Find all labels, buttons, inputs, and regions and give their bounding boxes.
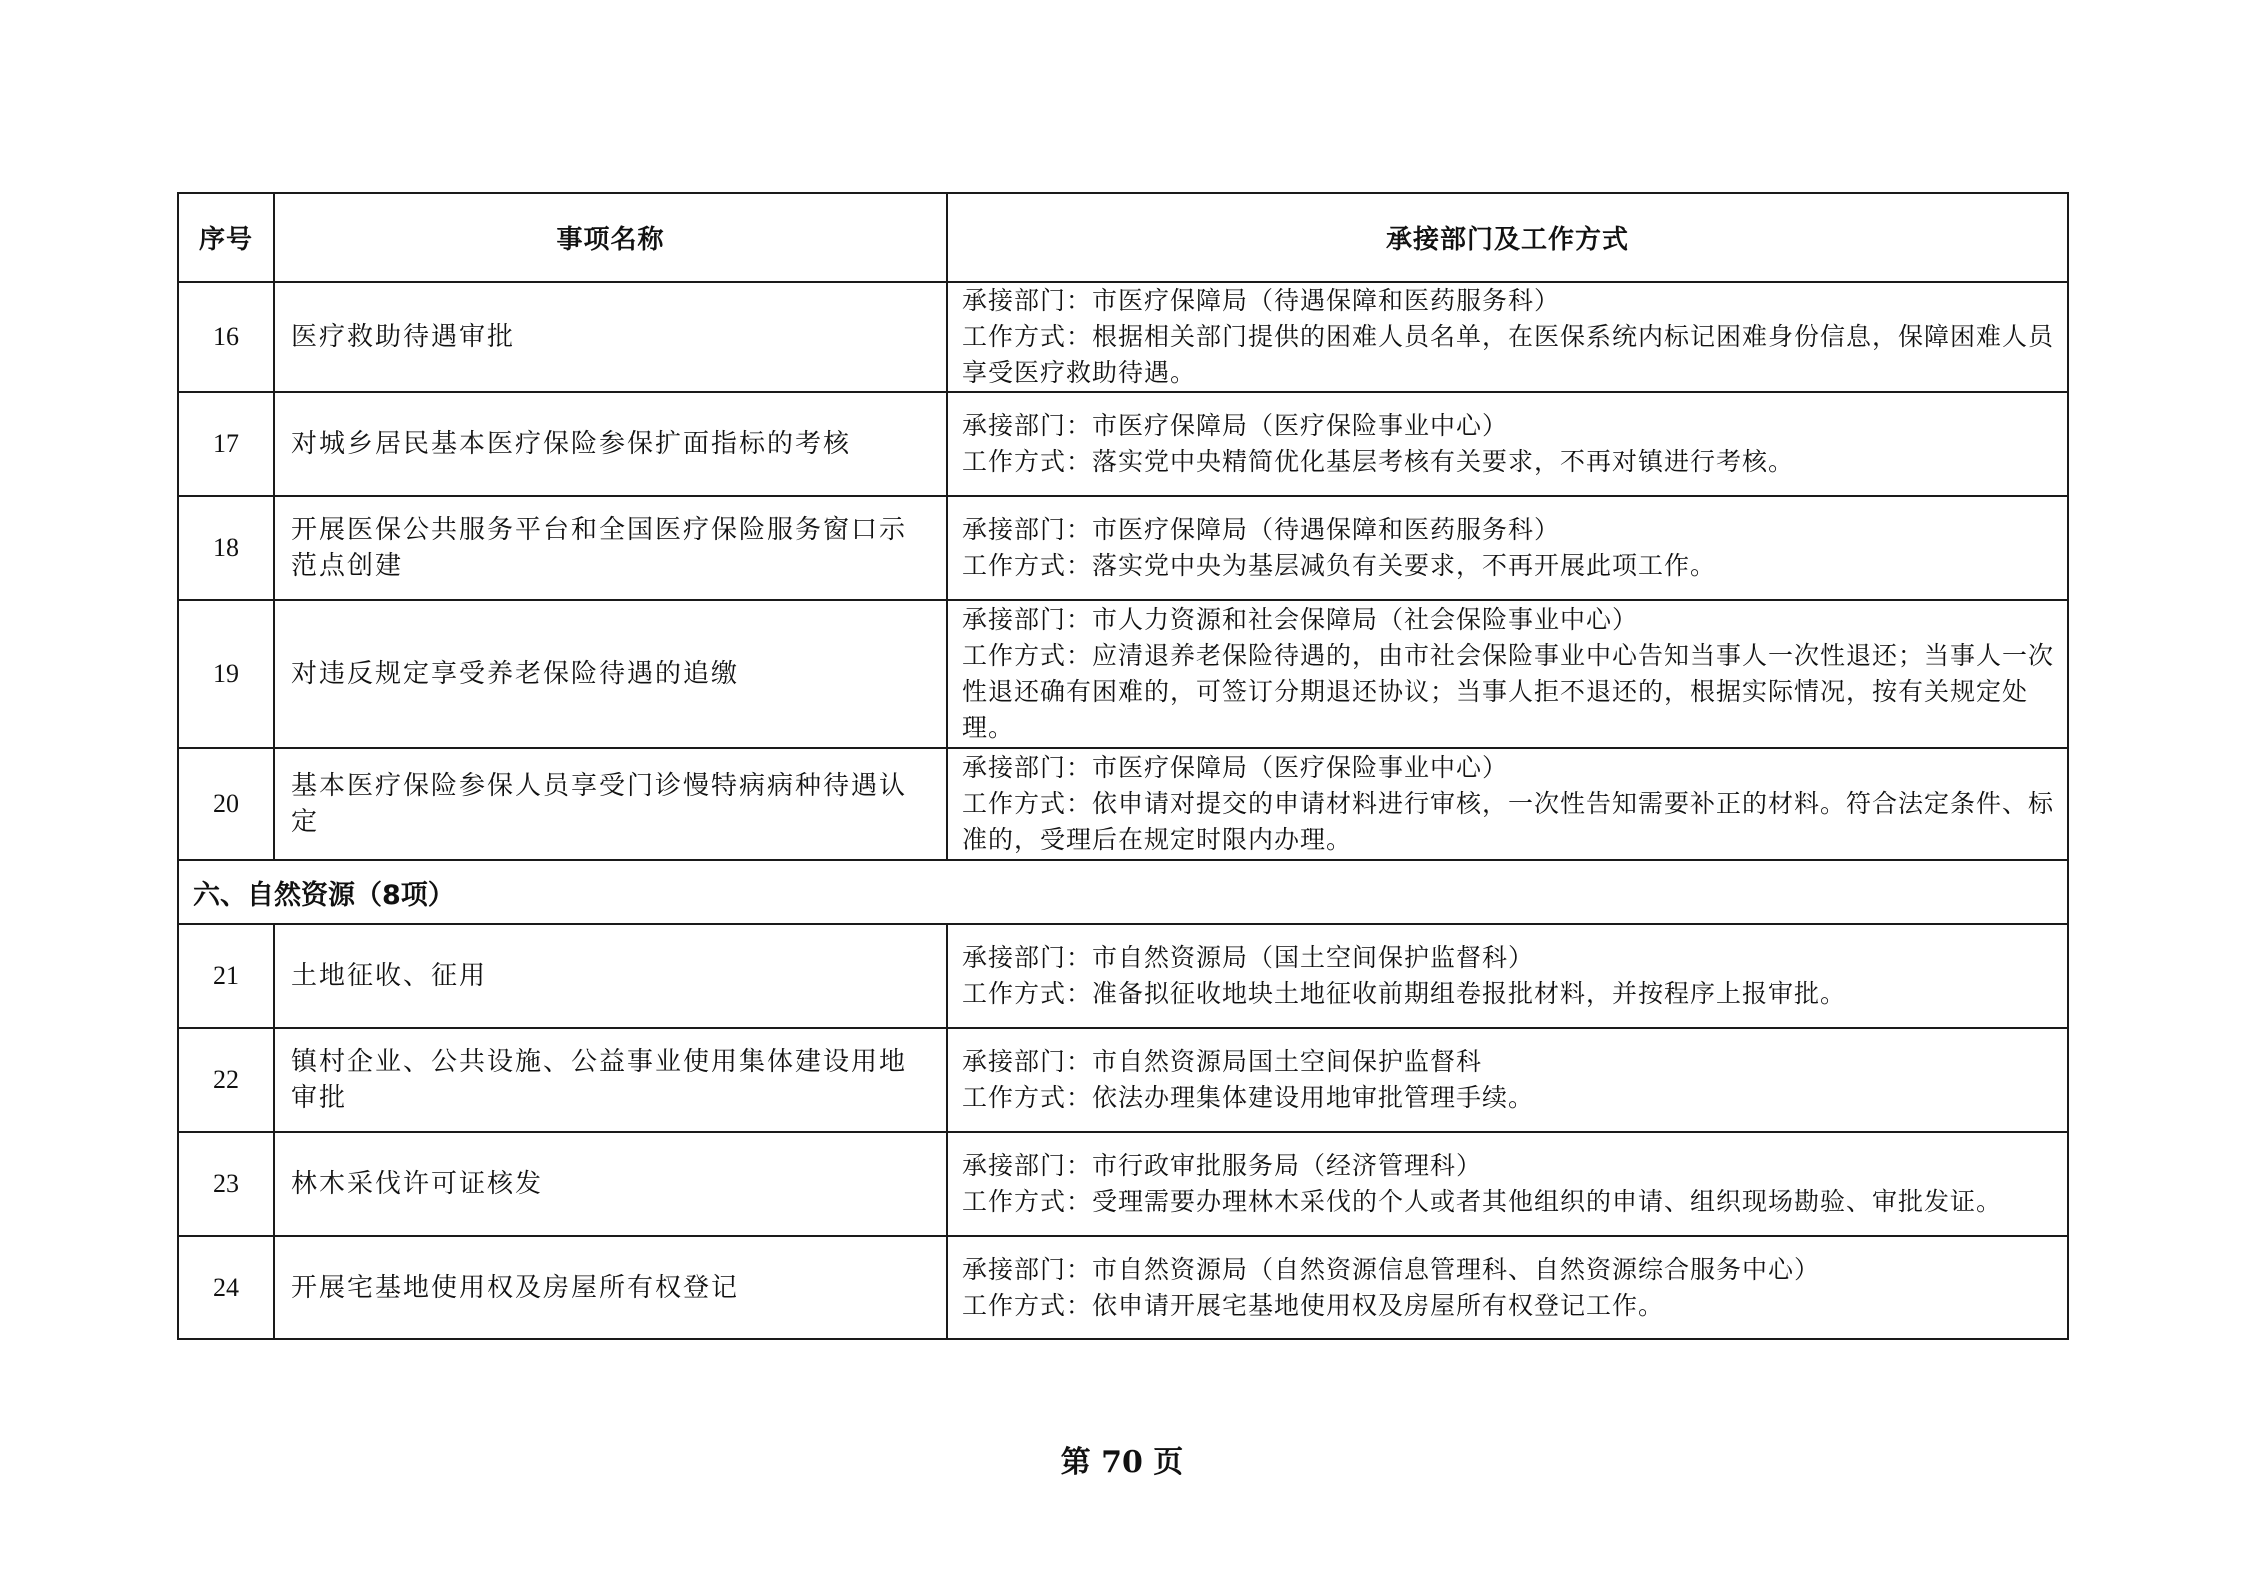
matter-name: 土地征收、征用 [274, 924, 947, 1028]
method-line: 工作方式：准备拟征收地块土地征收前期组卷报批材料，并按程序上报审批。 [962, 979, 1847, 1008]
row-number: 19 [178, 600, 274, 748]
method-line: 工作方式：依法办理集体建设用地审批管理手续。 [962, 1083, 1535, 1112]
department-method [947, 392, 2068, 496]
table-row [178, 600, 2068, 748]
matter-name: 医疗救助待遇审批 [274, 282, 947, 392]
table-row [178, 496, 2068, 600]
method-line: 工作方式：依申请对提交的申请材料进行审核，一次性告知需要补正的材料。符合法定条件、标准的，受理后在规定时限内办理。 [962, 789, 2055, 854]
header-matter-name: 事项名称 [274, 193, 947, 282]
method-line: 工作方式：落实党中央为基层减负有关要求，不再开展此项工作。 [962, 551, 1717, 580]
department-line: 承接部门：市医疗保障局（医疗保险事业中心） [962, 411, 1509, 440]
matter-name: 对违反规定享受养老保险待遇的追缴 [274, 600, 947, 748]
department-line: 承接部门：市医疗保障局（医疗保险事业中心） [962, 753, 1509, 782]
row-number: 16 [178, 282, 274, 392]
department-method [947, 1236, 2068, 1339]
department-line: 承接部门：市自然资源局国土空间保护监督科 [962, 1047, 1483, 1076]
department-method [947, 1132, 2068, 1236]
department-method [947, 600, 2068, 748]
row-number: 24 [178, 1236, 274, 1339]
page-number: 第 70 页 [1060, 1445, 1184, 1480]
department-method [947, 748, 2068, 860]
table-row [178, 748, 2068, 860]
matters-table [177, 192, 2069, 1340]
matter-name: 对城乡居民基本医疗保险参保扩面指标的考核 [274, 392, 947, 496]
department-method [947, 1028, 2068, 1132]
method-line: 工作方式：依申请开展宅基地使用权及房屋所有权登记工作。 [962, 1290, 1665, 1320]
department-line: 承接部门：市医疗保障局（待遇保障和医药服务科） [962, 515, 1561, 544]
matter-name: 林木采伐许可证核发 [274, 1132, 947, 1236]
header-serial-number: 序号 [178, 193, 274, 282]
section-heading: 六、自然资源（8项） [178, 860, 2068, 924]
method-line: 工作方式：落实党中央精简优化基层考核有关要求，不再对镇进行考核。 [962, 447, 1795, 476]
matter-name: 开展医保公共服务平台和全国医疗保险服务窗口示范点创建 [274, 496, 947, 600]
table-row [178, 392, 2068, 496]
table-row [178, 1236, 2068, 1339]
row-number: 17 [178, 392, 274, 496]
department-line: 承接部门：市自然资源局（国土空间保护监督科） [962, 943, 1535, 972]
table-row [178, 282, 2068, 392]
department-line: 承接部门：市自然资源局（自然资源信息管理科、自然资源综合服务中心） [962, 1254, 1821, 1284]
matter-name: 开展宅基地使用权及房屋所有权登记 [274, 1236, 947, 1339]
row-number: 18 [178, 496, 274, 600]
department-method [947, 496, 2068, 600]
matter-name: 基本医疗保险参保人员享受门诊慢特病病种待遇认定 [274, 748, 947, 860]
department-method [947, 282, 2068, 392]
department-line: 承接部门：市人力资源和社会保障局（社会保险事业中心） [962, 605, 1639, 634]
header-department-method: 承接部门及工作方式 [947, 193, 2068, 282]
row-number: 21 [178, 924, 274, 1028]
method-line: 工作方式：根据相关部门提供的困难人员名单，在医保系统内标记困难身份信息，保障困难人员享受医疗救助待遇。 [962, 322, 2055, 387]
department-method [947, 924, 2068, 1028]
department-line: 承接部门：市医疗保障局（待遇保障和医药服务科） [962, 286, 1561, 315]
table-row [178, 1028, 2068, 1132]
method-line: 工作方式：受理需要办理林木采伐的个人或者其他组织的申请、组织现场勘验、审批发证。 [962, 1187, 2003, 1216]
table-row [178, 924, 2068, 1028]
row-number: 20 [178, 748, 274, 860]
matter-name: 镇村企业、公共设施、公益事业使用集体建设用地审批 [274, 1028, 947, 1132]
row-number: 22 [178, 1028, 274, 1132]
row-number: 23 [178, 1132, 274, 1236]
method-line: 工作方式：应清退养老保险待遇的，由市社会保险事业中心告知当事人一次性退还；当事人一次性退还确有困难的，可签订分期退还协议；当事人拒不退还的，根据实际情况，按有关规定处理。 [962, 641, 2055, 742]
department-line: 承接部门：市行政审批服务局（经济管理科） [962, 1151, 1483, 1180]
table-row [178, 1132, 2068, 1236]
section-row [178, 860, 2068, 924]
table-header-row [178, 193, 2068, 282]
